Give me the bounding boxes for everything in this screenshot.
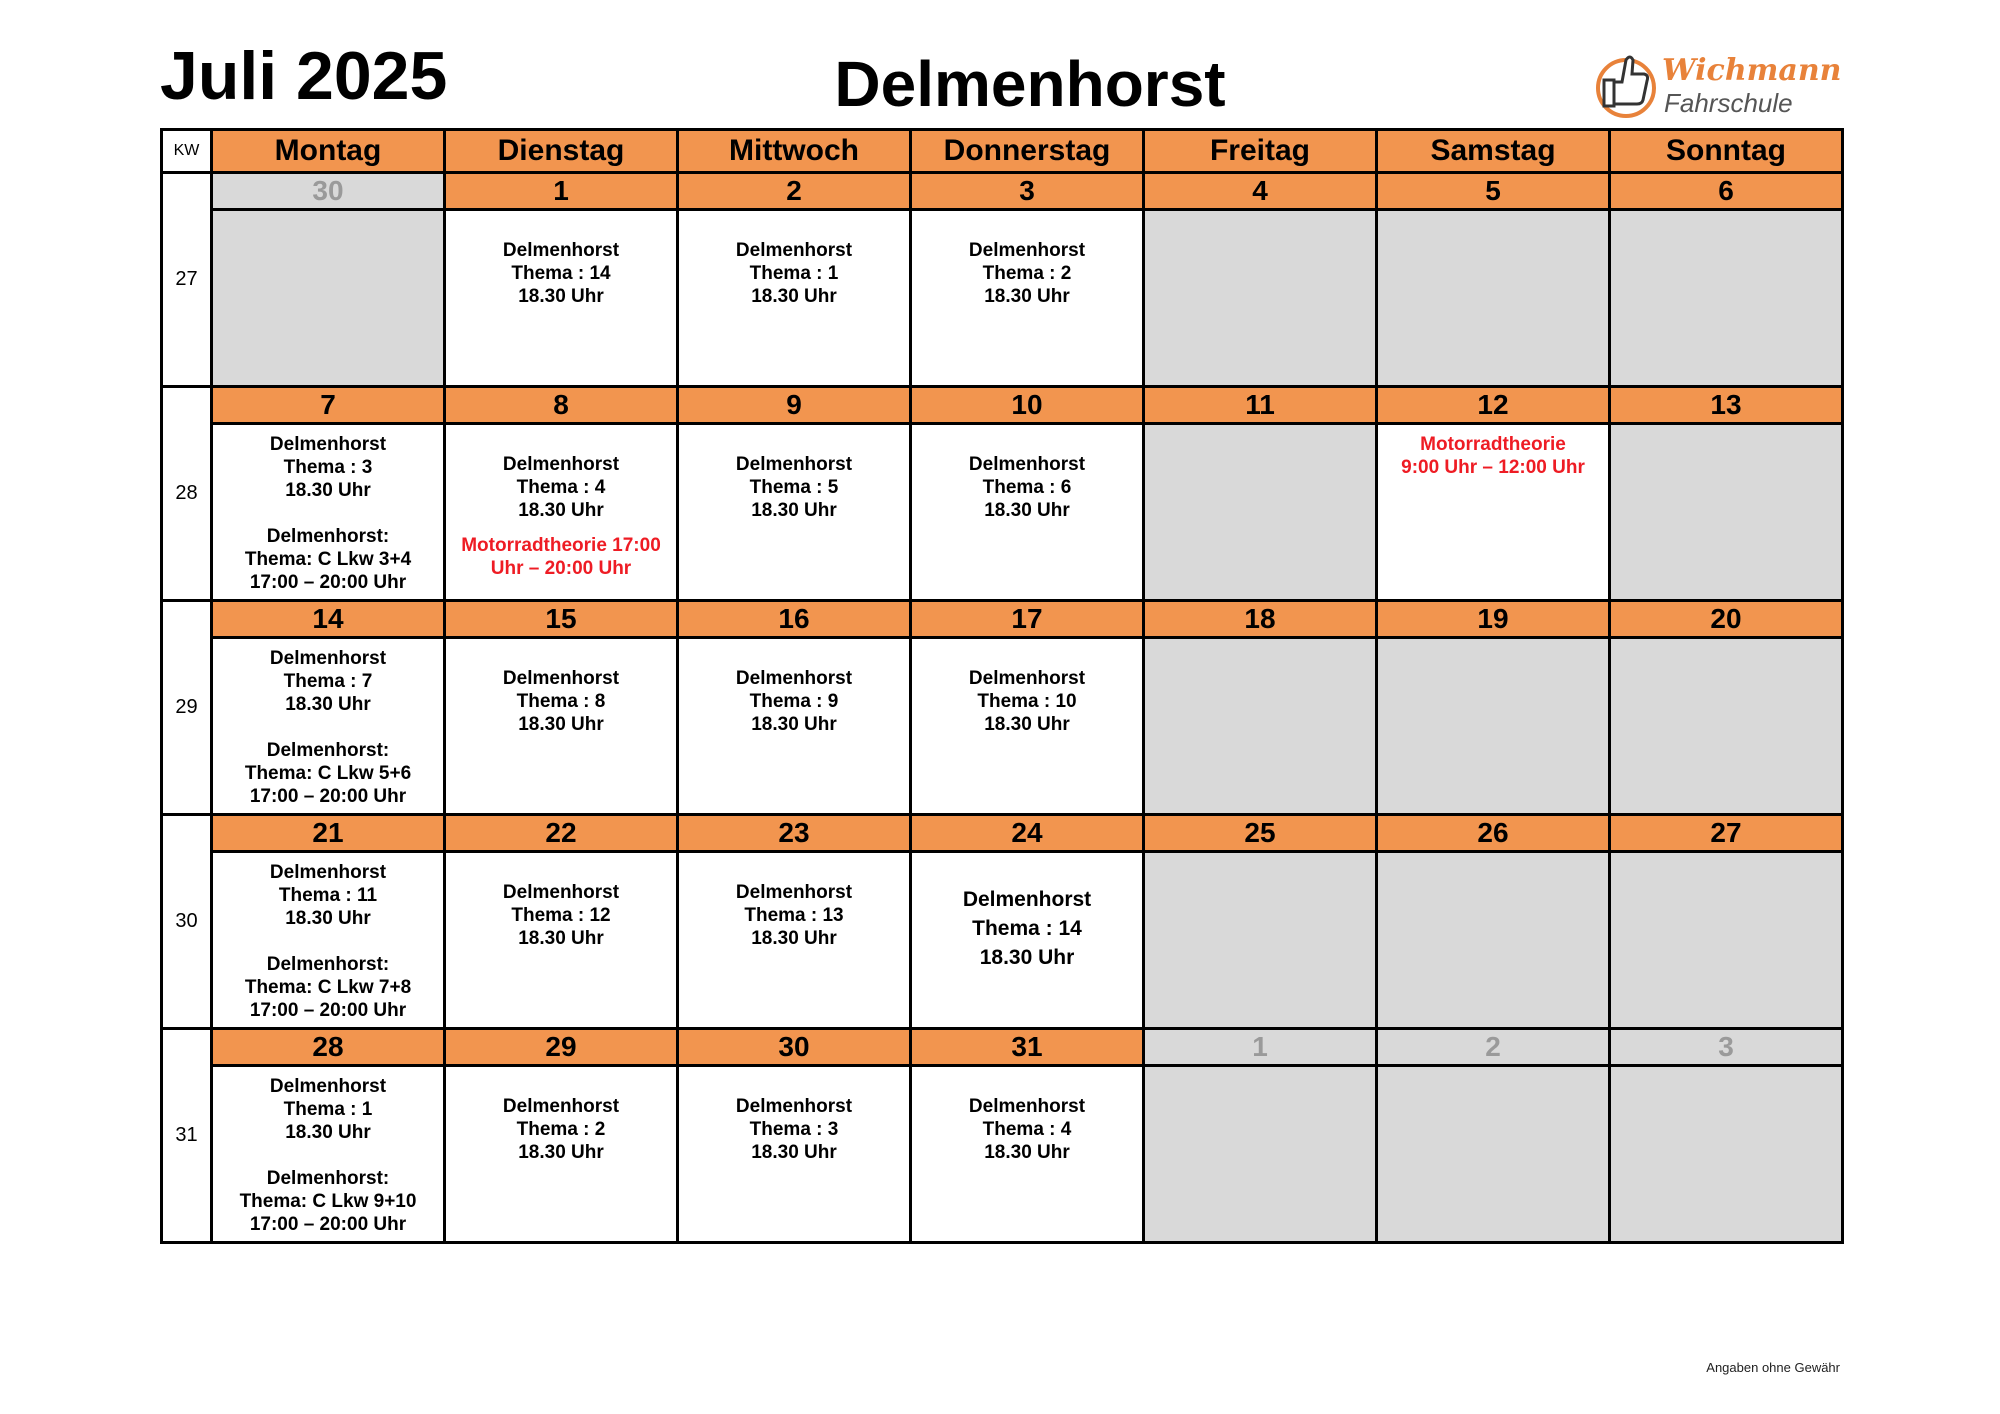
day-number: 17 [911,601,1144,638]
day-number: 1 [1144,1029,1377,1066]
event-topic: Thema : 10 [977,691,1077,712]
day-number: 9 [678,387,911,424]
day-cell [445,638,678,815]
day-number-row [162,1029,1843,1066]
day-cell [911,852,1144,1029]
event-time: 18.30 Uhr [285,694,371,715]
event-topic: Thema : 14 [972,917,1082,940]
weekday-header: Samstag [1377,130,1610,173]
day-number-row [162,387,1843,424]
event-motorcycle-theory: Motorradtheorie 17:00 [461,535,661,556]
event-topic: Thema : 11 [278,885,378,906]
day-number: 5 [1377,173,1610,210]
day-cell-empty [1144,424,1377,601]
day-number: 2 [1377,1029,1610,1066]
day-number: 4 [1144,173,1377,210]
event-location: Delmenhorst [968,454,1086,475]
event-topic: Thema : 9 [749,691,839,712]
brand-logo [1592,44,1842,124]
week-number: 29 [162,601,212,815]
day-number: 3 [911,173,1144,210]
day-number-row [162,173,1843,210]
day-cell [212,852,445,1029]
day-body-row [162,424,1843,601]
kw-header: KW [162,130,212,173]
day-cell [911,1066,1144,1243]
event-location: Delmenhorst [269,434,387,455]
event-topic: Thema : 5 [749,477,839,498]
day-cell [212,638,445,815]
event-time: 18.30 Uhr [285,908,371,929]
day-cell [445,424,678,601]
event-topic: Thema : 7 [283,671,373,692]
event-time: 18.30 Uhr [285,480,371,501]
day-number: 18 [1144,601,1377,638]
day-cell [678,852,911,1029]
day-body-row [162,638,1843,815]
day-cell [911,210,1144,387]
day-number: 23 [678,815,911,852]
day-cell-empty [1377,1066,1610,1243]
day-number-row [162,815,1843,852]
event-location: Delmenhorst [735,454,853,475]
day-number: 20 [1610,601,1843,638]
event-time: 18.30 Uhr [285,1122,371,1143]
event-time: 17:00 – 20:00 Uhr [249,572,407,593]
event-topic: Thema : 2 [982,263,1072,284]
day-cell [911,638,1144,815]
event-topic: Thema : 1 [749,263,839,284]
event-time: 18.30 Uhr [751,714,837,735]
week-number: 30 [162,815,212,1029]
event-location: Delmenhorst: [266,526,390,547]
day-cell-empty [1144,1066,1377,1243]
event-time: 18.30 Uhr [518,928,604,949]
page-title-city: Delmenhorst [834,48,1226,120]
event-location: Delmenhorst: [266,740,390,761]
day-number: 3 [1610,1029,1843,1066]
day-number: 26 [1377,815,1610,852]
day-cell [678,424,911,601]
event-topic: Thema: C Lkw 3+4 [244,549,412,570]
day-number: 30 [212,173,445,210]
event-location: Delmenhorst [502,882,620,903]
weekday-header-row [162,130,1843,173]
event-time: 18.30 Uhr [984,286,1070,307]
event-time: 18.30 Uhr [751,928,837,949]
day-number: 24 [911,815,1144,852]
event-time: 18.30 Uhr [984,714,1070,735]
day-number: 28 [212,1029,445,1066]
day-number: 22 [445,815,678,852]
event-location: Delmenhorst [968,1096,1086,1117]
day-cell [911,424,1144,601]
event-time: 18.30 Uhr [984,1142,1070,1163]
event-time: 18.30 Uhr [984,500,1070,521]
day-cell-empty [1377,852,1610,1029]
event-topic: Thema : 4 [516,477,606,498]
day-cell-empty [212,210,445,387]
day-cell-empty [1144,852,1377,1029]
event-location: Delmenhorst [502,668,620,689]
weekday-header: Dienstag [445,130,678,173]
event-topic: Thema: C Lkw 5+6 [244,763,412,784]
event-topic: Thema : 8 [516,691,606,712]
event-topic: Thema : 12 [511,905,611,926]
day-cell [1377,424,1610,601]
event-location: Delmenhorst [269,1076,387,1097]
day-cell-empty [1610,638,1843,815]
day-cell-empty [1144,210,1377,387]
day-cell [445,852,678,1029]
event-topic: Thema : 14 [511,263,611,284]
event-location: Delmenhorst: [266,954,390,975]
event-time: 18.30 Uhr [751,500,837,521]
day-number-row [162,601,1843,638]
day-cell [678,1066,911,1243]
event-location: Delmenhorst [502,454,620,475]
weekday-header: Donnerstag [911,130,1144,173]
weekday-header: Sonntag [1610,130,1843,173]
event-motorcycle-time: 9:00 Uhr – 12:00 Uhr [1401,457,1585,478]
day-cell-empty [1610,210,1843,387]
event-motorcycle-time: Uhr – 20:00 Uhr [490,558,632,579]
day-cell-empty [1144,638,1377,815]
day-number: 13 [1610,387,1843,424]
day-number: 15 [445,601,678,638]
event-topic: Thema : 6 [982,477,1072,498]
day-number: 19 [1377,601,1610,638]
day-cell [678,210,911,387]
logo-brand-text: Wichmann [1662,53,1842,88]
day-number: 6 [1610,173,1843,210]
day-body-row [162,210,1843,387]
event-location: Delmenhorst [735,668,853,689]
event-topic: Thema : 3 [749,1119,839,1140]
logo-sub-text: Fahrschule [1664,88,1793,118]
day-body-row [162,1066,1843,1243]
weekday-header: Mittwoch [678,130,911,173]
event-time: 18.30 Uhr [518,500,604,521]
weekday-header: Freitag [1144,130,1377,173]
week-number: 28 [162,387,212,601]
event-time: 18.30 Uhr [751,286,837,307]
event-time: 18.30 Uhr [518,286,604,307]
event-topic: Thema : 3 [283,457,373,478]
day-cell-empty [1610,424,1843,601]
event-topic: Thema : 1 [283,1099,373,1120]
event-location: Delmenhorst [735,1096,853,1117]
disclaimer-footnote: Angaben ohne Gewähr [1706,1360,1840,1375]
day-number: 14 [212,601,445,638]
event-location: Delmenhorst [502,240,620,261]
event-time: 17:00 – 20:00 Uhr [249,1214,407,1235]
day-number: 1 [445,173,678,210]
day-cell [212,1066,445,1243]
event-location: Delmenhorst [735,882,853,903]
event-topic: Thema: C Lkw 9+10 [239,1191,417,1212]
day-number: 12 [1377,387,1610,424]
event-location: Delmenhorst [269,648,387,669]
day-cell-empty [1377,210,1610,387]
day-cell [678,638,911,815]
day-cell-empty [1610,852,1843,1029]
day-number: 25 [1144,815,1377,852]
day-number: 2 [678,173,911,210]
week-number: 27 [162,173,212,387]
day-number: 27 [1610,815,1843,852]
event-location: Delmenhorst [968,668,1086,689]
day-cell [445,210,678,387]
event-time: 18.30 Uhr [751,1142,837,1163]
day-number: 11 [1144,387,1377,424]
event-time: 17:00 – 20:00 Uhr [249,786,407,807]
event-time: 18.30 Uhr [979,946,1075,969]
event-location: Delmenhorst: [266,1168,390,1189]
event-time: 18.30 Uhr [518,714,604,735]
weekday-header: Montag [212,130,445,173]
day-number: 16 [678,601,911,638]
event-motorcycle-theory: Motorradtheorie [1420,434,1566,455]
day-number: 7 [212,387,445,424]
event-topic: Thema : 2 [516,1119,606,1140]
day-number: 10 [911,387,1144,424]
day-cell [212,424,445,601]
day-number: 21 [212,815,445,852]
event-topic: Thema : 13 [744,905,844,926]
event-topic: Thema : 4 [982,1119,1072,1140]
event-topic: Thema: C Lkw 7+8 [244,977,412,998]
day-cell-empty [1377,638,1610,815]
day-body-row [162,852,1843,1029]
day-number: 31 [911,1029,1144,1066]
day-cell [445,1066,678,1243]
week-number: 31 [162,1029,212,1243]
event-location: Delmenhorst [968,240,1086,261]
event-location: Delmenhorst [269,862,387,883]
day-number: 29 [445,1029,678,1066]
calendar-table [160,128,1844,1244]
event-time: 18.30 Uhr [518,1142,604,1163]
thumbs-up-icon [1592,48,1658,120]
page-title-month: Juli 2025 [160,38,448,114]
event-location: Delmenhorst [502,1096,620,1117]
event-time: 17:00 – 20:00 Uhr [249,1000,407,1021]
event-location: Delmenhorst [735,240,853,261]
event-location: Delmenhorst [962,888,1092,911]
day-number: 8 [445,387,678,424]
day-cell-empty [1610,1066,1843,1243]
day-number: 30 [678,1029,911,1066]
